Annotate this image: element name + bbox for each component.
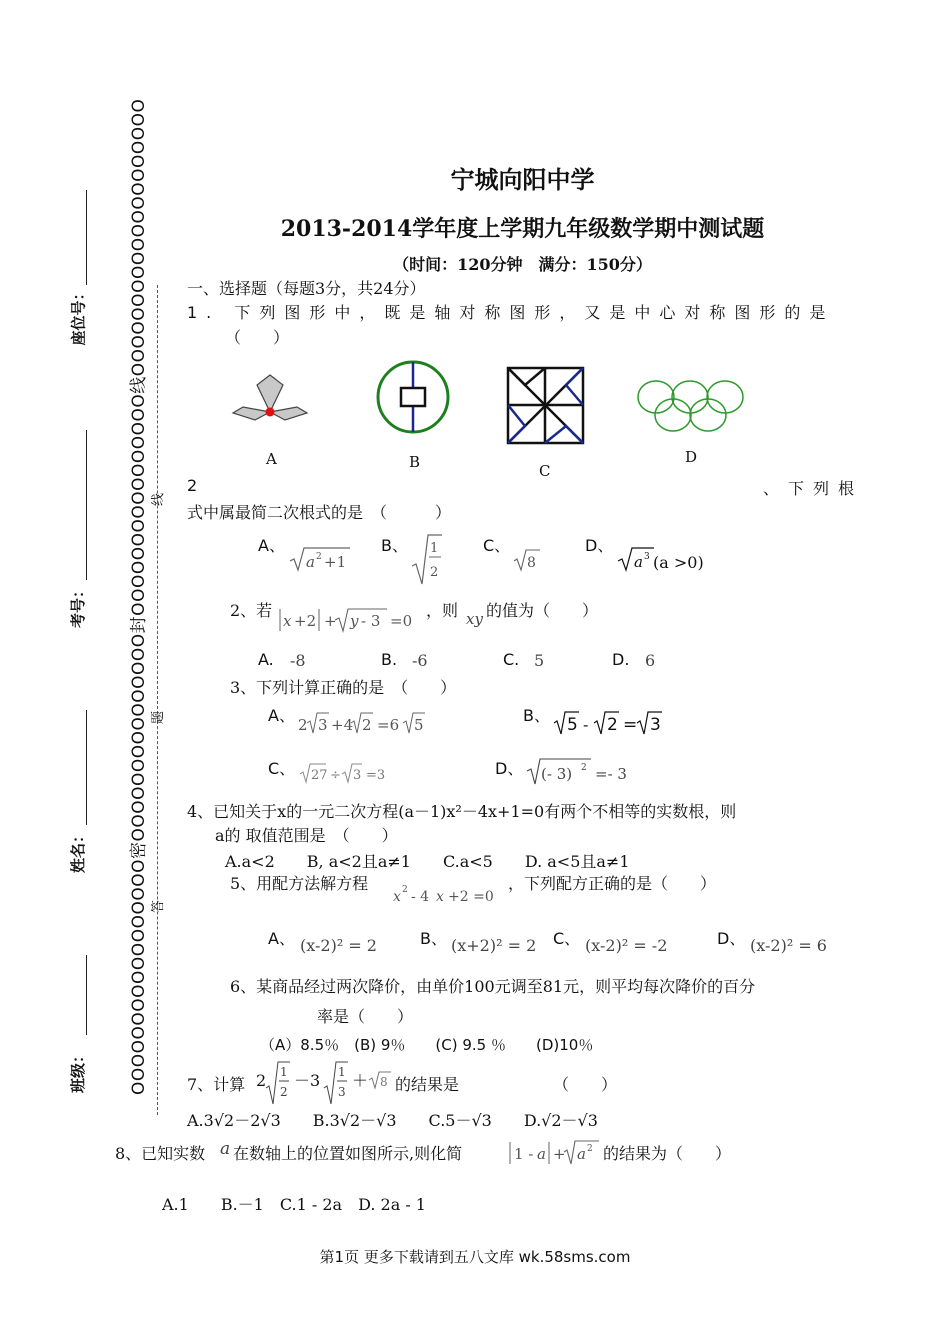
name-label: 姓名： xyxy=(69,827,88,874)
svg-text:1: 1 xyxy=(338,1065,346,1079)
q3-opt-b-expr xyxy=(552,708,672,738)
q1-stem: 1. 下列图形中，既是轴对称图形，又是中心对称图形的是 xyxy=(187,303,835,322)
q2b-opt-c-val: 5 xyxy=(534,651,545,670)
q5-opt-d-expr: (x-2)² = 6 xyxy=(750,936,827,955)
svg-text:2: 2 xyxy=(280,1085,288,1099)
q1-paren: （ ） xyxy=(225,328,290,347)
q3-stem: 3、下列计算正确的是 （ ） xyxy=(230,678,457,697)
q2b-xy: xy xyxy=(466,610,483,628)
q3-opt-a-expr xyxy=(298,708,443,736)
svg-text:－3: －3 xyxy=(294,1071,321,1090)
svg-text:8: 8 xyxy=(527,555,536,571)
svg-text:3: 3 xyxy=(650,715,661,735)
q1-figures xyxy=(225,355,755,455)
figure-c-icon xyxy=(508,368,583,443)
svg-text:x: x xyxy=(436,889,444,905)
seal-line-text: OOOOOOOOOOOOOOOOO密OOOOOOOOOOOOOOO封OOOOOOOOOOOOOOOO线OOOOOOOOOOOOOOOOOOOO xyxy=(129,98,149,1095)
q2b-mid: ，则 xyxy=(426,601,459,620)
svg-text:2: 2 xyxy=(587,1144,593,1154)
svg-text:1: 1 xyxy=(280,1065,288,1079)
q2-stem: 式中属最简二次根式的是 （ ） xyxy=(187,503,452,522)
q5-pre: 5、用配方法解方程 xyxy=(230,874,369,893)
q3-opt-c-expr xyxy=(298,761,398,785)
svg-text:(- 3): (- 3) xyxy=(541,765,573,783)
svg-text:a: a xyxy=(306,553,315,571)
svg-text:a: a xyxy=(577,1145,586,1163)
svg-text:=- 3: =- 3 xyxy=(595,765,627,783)
q2b-opt-d-label: D. xyxy=(612,650,630,669)
svg-text:+: + xyxy=(553,1145,566,1163)
q2-opt-d-label: D、 xyxy=(585,536,614,555)
margin-line-class xyxy=(86,955,87,1035)
exam-info: （时间：120分钟 满分：150分） xyxy=(393,255,652,274)
svg-text:2: 2 xyxy=(316,552,322,562)
svg-text:- 3: - 3 xyxy=(361,612,381,630)
svg-text:5: 5 xyxy=(414,716,424,734)
q3-opt-d-label: D、 xyxy=(495,759,524,778)
q2-opt-b-expr xyxy=(410,532,445,586)
q2b-opt-a-val: -8 xyxy=(290,651,306,670)
svg-text:-: - xyxy=(583,715,589,734)
q5-eq xyxy=(393,882,508,908)
q8-expr xyxy=(507,1138,602,1168)
q3-opt-d-expr xyxy=(525,755,630,787)
q2b-opt-b-val: -6 xyxy=(412,651,428,670)
svg-text:x: x xyxy=(393,889,401,905)
q8-pre: 8、已知实数 xyxy=(115,1144,206,1163)
q4-stem: 4、已知关于x的一元二次方程(a－1)x²－4x+1=0有两个不相等的实数根，则 xyxy=(187,802,737,821)
q1-label-d: D xyxy=(685,448,698,466)
q2-opt-c-label: C、 xyxy=(483,536,511,555)
svg-text:3: 3 xyxy=(338,1085,346,1099)
q7-post: 的结果是 xyxy=(395,1075,460,1094)
section-heading: 一、选择题（每题3分，共24分） xyxy=(187,279,426,298)
svg-text:2: 2 xyxy=(402,885,408,895)
svg-text:=: = xyxy=(623,715,638,735)
svg-text:+: + xyxy=(324,612,337,630)
svg-text:2: 2 xyxy=(581,763,587,773)
q2b-opt-c-label: C. xyxy=(503,650,520,669)
q5-opt-a-expr: (x-2)² = 2 xyxy=(300,936,377,955)
q5-opt-d-label: D、 xyxy=(717,929,746,948)
q6-stem: 6、某商品经过两次降价，由单价100元调至81元，则平均每次降价的百分 xyxy=(230,977,756,996)
svg-text:8: 8 xyxy=(380,1075,388,1089)
svg-text:+4: +4 xyxy=(331,716,354,734)
svg-text:=3: =3 xyxy=(366,768,386,783)
exam-no-label: 考号： xyxy=(69,582,88,629)
svg-text:- 4: - 4 xyxy=(411,889,430,905)
figure-b-icon xyxy=(378,362,448,432)
cut-dashed-line xyxy=(157,285,158,1115)
margin-line-exam-no xyxy=(86,430,87,580)
svg-text:=6: =6 xyxy=(377,716,400,734)
q3-opt-b-label: B、 xyxy=(523,706,550,725)
q2b-opt-d-val: 6 xyxy=(645,651,656,670)
q2b-expr xyxy=(277,606,427,634)
class-label: 班级： xyxy=(69,1047,88,1094)
q2b-pre: 2、若 xyxy=(230,601,273,620)
q2-opt-d-tail: (a >0) xyxy=(653,553,704,572)
svg-text:2: 2 xyxy=(430,565,439,580)
svg-text:y: y xyxy=(350,612,359,630)
q1-label-c: C xyxy=(539,462,551,480)
q8-options: A.1 B.－1 C.1 - 2a D. 2a - 1 xyxy=(162,1195,426,1214)
q2-opt-a-label: A、 xyxy=(258,536,285,555)
exam-title: 2013-2014学年度上学期九年级数学期中测试题 xyxy=(280,216,765,242)
svg-text:3: 3 xyxy=(318,716,328,734)
svg-text:5: 5 xyxy=(567,715,578,735)
q7-pre: 7、计算 xyxy=(187,1075,246,1094)
svg-text:2: 2 xyxy=(298,716,308,734)
q2b-opt-b-label: B. xyxy=(381,650,398,669)
margin-line-name xyxy=(86,710,87,825)
q2-opt-c-expr xyxy=(512,547,542,573)
q7-expr xyxy=(256,1058,396,1108)
svg-text:x: x xyxy=(283,612,292,630)
q5-opt-b-expr: (x+2)² = 2 xyxy=(451,936,537,955)
svg-text:a: a xyxy=(634,553,643,571)
seal-char-question: 题 xyxy=(151,710,167,725)
q8-var-a: a xyxy=(220,1139,231,1159)
svg-text:+2: +2 xyxy=(294,612,317,630)
q1-label-b: B xyxy=(409,453,421,471)
seal-line xyxy=(128,98,150,1095)
q2-opt-b-label: B、 xyxy=(381,536,408,555)
q1-label-a: A xyxy=(266,450,277,468)
q3-opt-c-label: C、 xyxy=(268,759,296,778)
svg-text:3: 3 xyxy=(644,552,650,562)
svg-text:2: 2 xyxy=(362,716,372,734)
q6-stem-2: 率是（ ） xyxy=(317,1007,414,1026)
figure-a-icon xyxy=(233,375,307,420)
svg-text:1 -: 1 - xyxy=(514,1145,534,1163)
q2b-post: 的值为（ ） xyxy=(486,601,599,620)
svg-text:+1: +1 xyxy=(324,553,347,571)
q5-opt-b-label: B、 xyxy=(420,929,447,948)
q8-mid: 在数轴上的位置如图所示,则化简 xyxy=(233,1144,463,1163)
q2-opt-a-expr xyxy=(288,545,353,575)
svg-text:a: a xyxy=(537,1145,546,1163)
q2-number: 2 xyxy=(187,476,198,495)
seat-label: 座位号： xyxy=(69,285,88,346)
svg-text:1: 1 xyxy=(430,541,439,556)
svg-text:+2 =0: +2 =0 xyxy=(448,889,494,905)
svg-text:2: 2 xyxy=(256,1071,267,1090)
svg-text:3: 3 xyxy=(353,768,362,783)
q5-post: ，下列配方正确的是（ ） xyxy=(508,874,717,893)
q2-stem-tail: 、下列根 xyxy=(763,479,864,498)
q4-options: A.a<2 B, a<2且a≠1 C.a<5 D. a<5且a≠1 xyxy=(225,852,630,871)
seal-char-line: 线 xyxy=(151,492,167,507)
school-name: 宁城向阳中学 xyxy=(450,165,595,194)
svg-text:2: 2 xyxy=(607,715,618,735)
q5-opt-a-label: A、 xyxy=(268,929,295,948)
svg-text:＋: ＋ xyxy=(352,1071,369,1090)
q2b-opt-a-label: A. xyxy=(258,650,274,669)
q7-options: A.3√2－2√3 B.3√2－√3 C.5－√3 D.√2－√3 xyxy=(187,1111,598,1130)
figure-d-icon xyxy=(638,381,743,431)
q6-options: （A）8.5％ (B) 9％ (C) 9.5 ％ (D)10％ xyxy=(260,1036,594,1054)
q4-stem-2: a的 取值范围是 （ ） xyxy=(215,826,398,845)
q2-opt-d-expr xyxy=(616,545,656,575)
page-footer: 第1页 更多下载请到五八文库 wk.58sms.com xyxy=(319,1248,631,1266)
q5-opt-c-label: C、 xyxy=(553,929,581,948)
svg-text:27: 27 xyxy=(311,768,328,783)
seal-char-answer: 答 xyxy=(151,899,167,914)
svg-text:=0: =0 xyxy=(390,612,413,630)
q7-paren: （ ） xyxy=(553,1075,618,1094)
q5-opt-c-expr: (x-2)² = -2 xyxy=(585,936,668,955)
svg-text:÷: ÷ xyxy=(330,768,341,783)
q3-opt-a-label: A、 xyxy=(268,706,295,725)
q8-post: 的结果为（ ） xyxy=(603,1144,732,1163)
